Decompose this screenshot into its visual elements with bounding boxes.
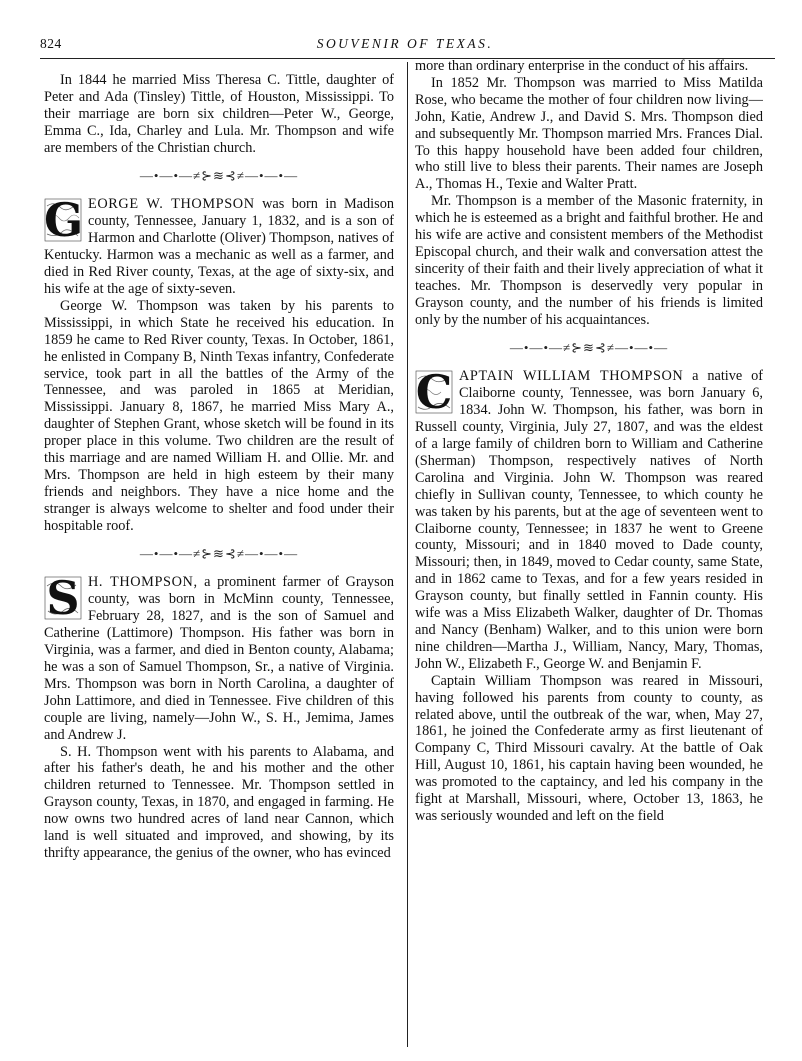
sh-paragraph-1 — [44, 574, 394, 743]
george-paragraph-2: George W. Thompson was taken by his parents to Mississippi, in which State he received his education. In 1859 he came to Red River county, Texas. In October, 1861, he enlisted in Company B, Ninth Texas infantry, Confederate service, took part in all the battles of the Army of the Tennessee, and was paroled in 1865 at Meridian, Mississippi. January 8, 1867, he married Miss Mary A., daughter of Stephen Grant, whose sketch will be found in its proper place in this volume. Two children are the result of this marriage and are named William H. and Ollie. Mr. and Mrs. Thompson are held in high esteem by their many friends and neighbors. They have a nice home and the stranger is always welcome to shelter and food under their hospitable roof. — [44, 297, 394, 534]
page-number: 824 — [40, 36, 62, 51]
william-thompson-biography — [415, 368, 763, 824]
george-paragraph-1-text: was born in Madison county, Tennessee, January 1, 1832, and is a son of Harmon and Charlotte (Oliver) Thompson, natives of Kentucky. Harmon was a mechanic as well as a farmer, and died in Red River county, Texas, at the age of sixty-six, and his wife at the age of sixty-seven. — [44, 196, 394, 297]
left-column — [44, 72, 394, 1047]
drop-cap-letter: C — [415, 368, 453, 420]
right-column — [415, 58, 763, 1033]
sh-paragraph-1-text: a prominent farmer of Grayson county, was born in McMinn county, Tennessee, February 28, 1827, and is the son of Samuel and Catherine (Lattimore) Thompson. His father was born in Virginia, was a farmer, and died in Benton county, Alabama; he was a son of Samuel Thompson, Sr., a native of Virginia. Mrs. Thompson was born in North Carolina, a daughter of John Lattimore, and died in Tennessee. Five children of this couple are living, namely—John W., S. H., Jemima, James and Andrew J. — [44, 574, 394, 743]
running-head: SOUVENIR OF TEXAS. — [316, 36, 494, 51]
section-ornament: —•—•—≠⊱≋⊰≠—•—•— — [139, 545, 299, 561]
ornate-initial-s — [44, 574, 82, 626]
intro-paragraph: In 1844 he married Miss Theresa C. Tittle, daughter of Peter and Ada (Tinsley) Tittle, of Houston, Mississippi. To their marriage are born six children—Peter W., George, Emma C., Ida, Charley and Lula. Mr. Thompson and wife are members of the Christian church. — [44, 72, 394, 156]
section-ornament: —•—•—≠⊱≋⊰≠—•—•— — [139, 167, 299, 183]
section-ornament: —•—•—≠⊱≋⊰≠—•—•— — [509, 339, 669, 355]
sh-thompson-biography — [44, 574, 394, 861]
george-paragraph-1 — [44, 196, 394, 297]
ornate-initial-c — [415, 368, 453, 420]
george-name-lead: EORGE W. THOMPSON — [88, 196, 255, 213]
ornate-initial-g — [44, 196, 84, 248]
george-thompson-biography — [44, 196, 394, 534]
marriage-paragraph: In 1852 Mr. Thompson was married to Miss Matilda Rose, who became the mother of four children now living—John, Katie, Andrew J., and David S. Mrs. Thompson died and subsequently Mr. Thompson married Mrs. Frances Dial. To this happy household have been added four children, who still live to bless their parents. Their names are Joseph A., Thomas H., Texie and Walter Pratt. — [415, 74, 763, 193]
william-paragraph-1-text: a native of Claiborne county, Tennessee, was born January 6, 1834. John W. Thompson, his father, was born in Russell county, Virginia, July 27, 1807, and was the eldest of a large family of children born to William and Catherine (Sherman) Thompson, respectively natives of North Carolina and Virginia. John W. Thompson was reared chiefly in Sullivan county, Tennessee, to which county he was taken by his parents, but at the age of seventeen went to Claiborne county, Tennessee; in 1837 he went to Greene county, Missouri; and in 1840 moved to Dade county, Missouri; then, in 1849, moved to Cedar county, same State, and in 1862 came to Texas, and for a few years resided in Grayson county, but finally settled in Fannin county. His wife was a Miss Elizabeth Walker, daughter of Dr. Thomas and Nancy (Benham) Walker, and to this union were born nine children—Martha J., William, Nancy, Mary, Thomas, John W., Elizabeth F., George W. and Benjamin F. — [415, 368, 763, 672]
column-divider — [407, 62, 408, 1047]
masonic-paragraph: Mr. Thompson is a member of the Masonic fraternity, in which he is esteemed as a bright and faithful brother. He and his wife are active and consistent members of the Methodist Episcopal church, and their walk and conversation attest the sincerity of their faith and their lively appreciation of what it teaches. Mr. Thompson is deservedly very popular in Grayson county, and the number of his friends is limited only by the number of his acquaintances. — [415, 193, 763, 328]
continuation-paragraph: more than ordinary enterprise in the conduct of his affairs. — [415, 58, 749, 74]
sh-name-lead: H. THOMPSON, — [88, 574, 198, 591]
drop-cap-letter: S — [46, 574, 80, 626]
drop-cap-letter: G — [44, 196, 84, 248]
william-name-lead: APTAIN WILLIAM THOMPSON — [459, 368, 684, 385]
sh-paragraph-2: S. H. Thompson went with his parents to Alabama, and after his father's death, he and his mother and the other children returned to Tennessee. Mr. Thompson settled in Grayson county, Texas, in 1870, and engaged in farming. He now owns two hundred acres of land near Cannon, which land is well situated and improved, and showing, by its thrifty appearance, the genius of the owner, who has evinced — [44, 743, 394, 861]
page-header — [40, 36, 770, 56]
william-paragraph-2: Captain William Thompson was reared in Missouri, having followed his parents from county to county, as related above, until the outbreak of the war, when, May 27, 1861, he joined the Confederate army as first lieutenant of Company C, Third Missouri cavalry. At the battle of Oak Hill, August 10, 1861, his captain having been wounded, he was promoted to the captaincy, and led his company in the fight at Marshall, Missouri, where, October 13, 1863, he was seriously wounded and left on the field — [415, 672, 763, 824]
william-paragraph-1 — [415, 368, 763, 672]
